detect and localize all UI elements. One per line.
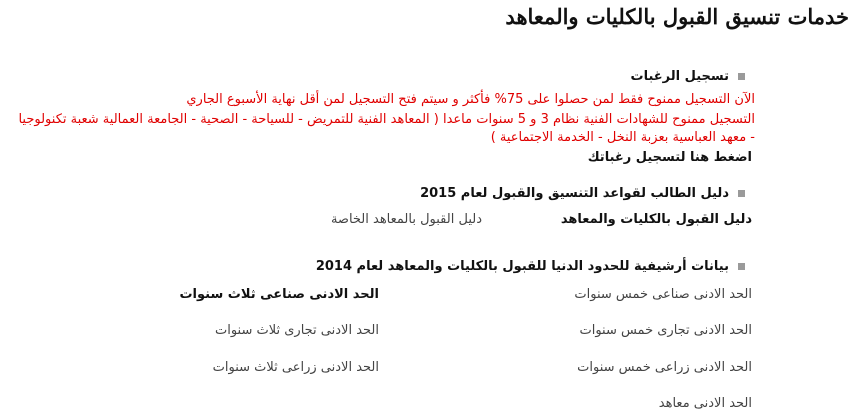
registration-notice-1: الآن التسجيل ممنوح فقط لمن حصلوا على 75% فأكثر و سيتم فتح التسجيل لمن أقل نهاية الأسبوع الجاري [186,92,755,107]
min-commercial-3yr-link[interactable]: الحد الادنى تجارى ثلاث سنوات [214,323,379,338]
registration-notice-2: التسجيل ممنوح للشهادات الفنية نظام 3 و 5 سنوات ماعدا ( المعاهد الفنية للتمريض - للسياحة - الصحية - الجامعة العمالية شعبة تكنولوجيا - معهد العباسية بعزبة النخل - الخدمة الاجتماعية ) [18,112,755,145]
min-agricultural-3yr-link[interactable]: الحد الادنى زراعى ثلاث سنوات [212,360,379,375]
guide-private-institutes-link[interactable]: دليل القبول بالمعاهد الخاصة [330,212,482,227]
min-agricultural-5yr-link[interactable]: الحد الادنى زراعى خمس سنوات [577,360,752,375]
guide-colleges-link[interactable]: دليل القبول بالكليات والمعاهد [560,212,752,227]
section-heading-registration: تسجيل الرغبات [630,69,729,84]
min-industrial-3yr-link[interactable]: الحد الادنى صناعى ثلاث سنوات [179,287,379,302]
min-commercial-5yr-link[interactable]: الحد الادنى تجارى خمس سنوات [579,323,752,338]
bullet-registration [738,73,745,80]
register-wishes-link[interactable]: اضغط هنا لتسجيل رغباتك [587,150,752,165]
section-heading-archive: بيانات أرشيفية للحدود الدنيا للقبول بالكليات والمعاهد لعام 2014 [315,259,729,274]
page-title: خدمات تنسيق القبول بالكليات والمعاهد [505,4,849,29]
bullet-archive [738,263,745,270]
section-heading-guide: دليل الطالب لقواعد التنسيق والقبول لعام 2015 [420,186,729,201]
bullet-guide [738,190,745,197]
min-industrial-5yr-link[interactable]: الحد الادنى صناعى خمس سنوات [574,287,752,302]
min-institutes-link[interactable]: الحد الادنى معاهد [658,396,752,411]
